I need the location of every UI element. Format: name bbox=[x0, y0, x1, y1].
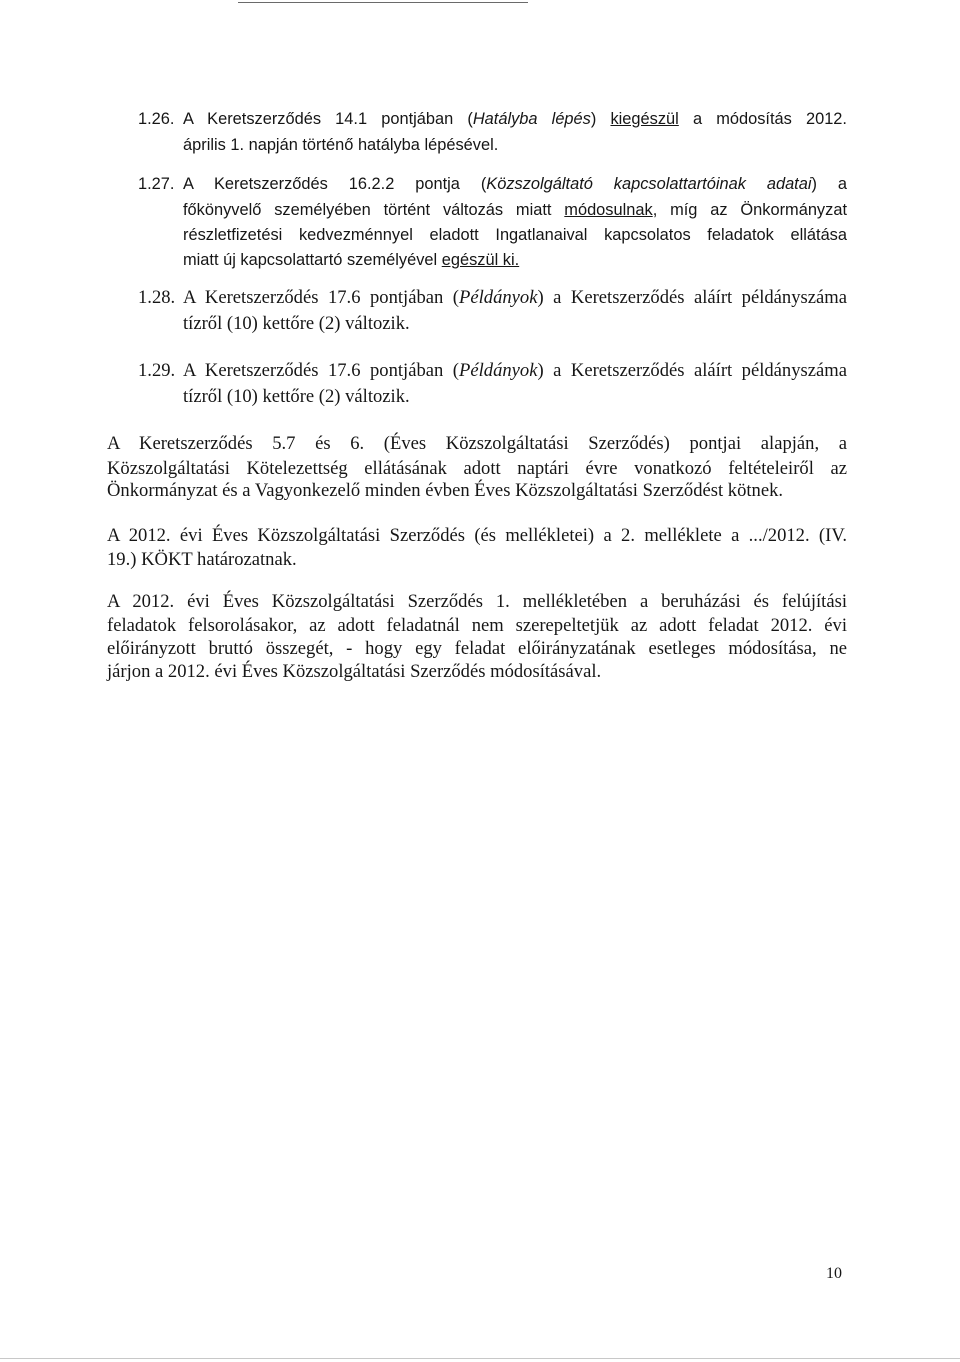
paragraph-line: A 2012. évi Éves Közszolgáltatási Szerződés 1. mellékletében a beruházási és felújítási bbox=[107, 591, 847, 612]
item-line: április 1. napján történő hatályba lépésével. bbox=[183, 136, 499, 154]
item-number: 1.26. bbox=[138, 110, 175, 128]
item-line: részletfizetési kedvezménnyel eladott Ingatlanaival kapcsolatos feladatok ellátása bbox=[183, 226, 847, 244]
page-number: 10 bbox=[826, 1265, 842, 1282]
item-line: tízről (10) kettőre (2) változik. bbox=[183, 313, 410, 334]
item-number: 1.29. bbox=[138, 360, 176, 381]
paragraph-line: 19.) KÖKT határozatnak. bbox=[107, 549, 297, 570]
paragraph-line: Közszolgáltatási Kötelezettség ellátásának adott naptári évre vonatkozó feltételeiről az bbox=[107, 458, 847, 479]
paragraph-line: feladatok felsorolásakor, az adott feladatnál nem szerepeltetjük az adott feladat 2012. évi bbox=[107, 615, 847, 636]
bottom-edge-rule bbox=[0, 1358, 960, 1359]
paragraph-line: járjon a 2012. évi Éves Közszolgáltatási Szerződés módosításával. bbox=[107, 661, 602, 682]
item-line: A Keretszerződés 17.6 pontjában (Példányok) a Keretszerződés aláírt példányszáma bbox=[183, 287, 847, 308]
item-number: 1.27. bbox=[138, 175, 175, 193]
paragraph-line: A Keretszerződés 5.7 és 6. (Éves Közszolgáltatási Szerződés) pontjai alapján, a bbox=[107, 433, 847, 454]
paragraph-line: előirányzott bruttó összegét, - hogy egy feladat előirányzatának esetleges módosítása, ne bbox=[107, 638, 847, 659]
item-line: A Keretszerződés 16.2.2 pontja (Közszolgáltató kapcsolattartóinak adatai) a bbox=[183, 175, 847, 193]
item-line: A Keretszerződés 14.1 pontjában (Hatályba lépés) kiegészül a módosítás 2012. bbox=[183, 110, 847, 128]
item-line: miatt új kapcsolattartó személyével egészül ki. bbox=[183, 251, 520, 269]
item-line: A Keretszerződés 17.6 pontjában (Példányok) a Keretszerződés aláírt példányszáma bbox=[183, 360, 847, 381]
paragraph-line: A 2012. évi Éves Közszolgáltatási Szerződés (és mellékletei) a 2. melléklete a .../2012. (IV. bbox=[107, 525, 847, 546]
item-line: főkönyvelő személyében történt változás miatt módosulnak, míg az Önkormányzat bbox=[183, 201, 847, 219]
top-edge-rule bbox=[238, 2, 528, 3]
item-line: tízről (10) kettőre (2) változik. bbox=[183, 386, 410, 407]
paragraph-line: Önkormányzat és a Vagyonkezelő minden évben Éves Közszolgáltatási Szerződést kötnek. bbox=[107, 480, 784, 501]
item-number: 1.28. bbox=[138, 287, 176, 308]
